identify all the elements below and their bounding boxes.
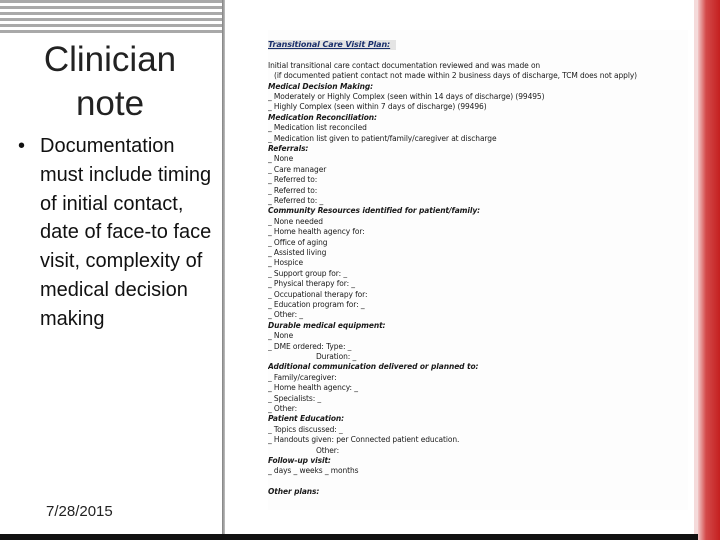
- document-heading: Other plans:: [268, 487, 320, 497]
- bottom-line: [0, 534, 698, 540]
- document-title: Transitional Care Visit Plan:: [268, 40, 396, 50]
- document-line: _ Care manager: [268, 164, 327, 174]
- document-line: _ Assisted living: [268, 248, 327, 257]
- divider-line: [222, 0, 225, 540]
- document-line: _ None: [268, 331, 294, 341]
- document-heading: Medical Decision Making:: [268, 81, 374, 91]
- document-heading: Additional communication delivered or planned to:: [268, 362, 479, 372]
- document-line: _ Moderately or Highly Complex (seen within 14 days of discharge) (99495): [268, 92, 545, 101]
- bullet-text: Documentation must include timing of initial contact, date of face-to face visit, complexity of medical decision making: [40, 135, 212, 330]
- document-line: _ Medication list given to patient/family/caregiver at discharge: [268, 133, 497, 143]
- document-line: Duration: _: [316, 352, 357, 361]
- document-heading: Follow-up visit:: [268, 456, 331, 465]
- document-line: _ days _ weeks _ months: [268, 466, 359, 476]
- document-line: _ Handouts given: per Connected patient education.: [268, 435, 460, 445]
- document-line: Other:: [316, 445, 340, 455]
- bullet-icon: •: [18, 135, 26, 157]
- document-line: _ Topics discussed: _: [268, 424, 343, 434]
- document-line: _ Family/caregiver:: [268, 372, 337, 382]
- document-line: _ Support group for: _: [268, 268, 347, 278]
- document-line: _ Home health agency for:: [268, 227, 365, 237]
- document-line: _ Specialists: _: [268, 393, 322, 403]
- slide-date: 7/28/2015: [46, 503, 113, 520]
- document-line: _ Office of aging: [268, 237, 328, 247]
- document-line: _ Other:: [268, 404, 298, 413]
- document-heading: Patient Education:: [268, 414, 345, 424]
- document-line: _ Highly Complex (seen within 7 days of discharge) (99496): [268, 102, 487, 112]
- document-heading: Durable medical equipment:: [268, 320, 386, 330]
- header-stripes: [0, 0, 222, 36]
- document-line: Initial transitional care contact documentation reviewed and was made on: [268, 60, 541, 70]
- document-line: _ Referred to:: [268, 185, 318, 195]
- document-line: _ Referred to: _: [268, 196, 324, 205]
- document-line: _ Occupational therapy for:: [268, 289, 368, 299]
- document-heading: Medication Reconciliation:: [268, 112, 377, 122]
- document-line: _ Physical therapy for: _: [268, 279, 355, 289]
- bullet-list: [18, 132, 218, 334]
- document-line: _ Education program for: _: [268, 300, 365, 309]
- document-line: _ None: [268, 154, 294, 164]
- document-heading: Community Resources identified for patient/family:: [268, 206, 481, 216]
- slide-title: Clinician note: [43, 40, 177, 123]
- document-line: _ DME ordered: Type: _: [268, 341, 352, 351]
- document-line: _ Other: _: [268, 310, 303, 320]
- document-heading: Referrals:: [268, 144, 309, 153]
- document-line: _ Referred to:: [268, 175, 318, 185]
- document-line: _ Home health agency: _: [268, 383, 358, 393]
- document-line: _ None needed: [268, 216, 323, 226]
- document-line: _ Medication list reconciled: [268, 123, 367, 133]
- document-line: _ Hospice: [268, 258, 303, 268]
- document-line: (if documented patient contact not made within 2 business days of discharge, TCM does not apply): [274, 71, 637, 81]
- red-edge-bar: [698, 0, 720, 540]
- document-image: [268, 30, 688, 510]
- bullet-item: [18, 132, 218, 334]
